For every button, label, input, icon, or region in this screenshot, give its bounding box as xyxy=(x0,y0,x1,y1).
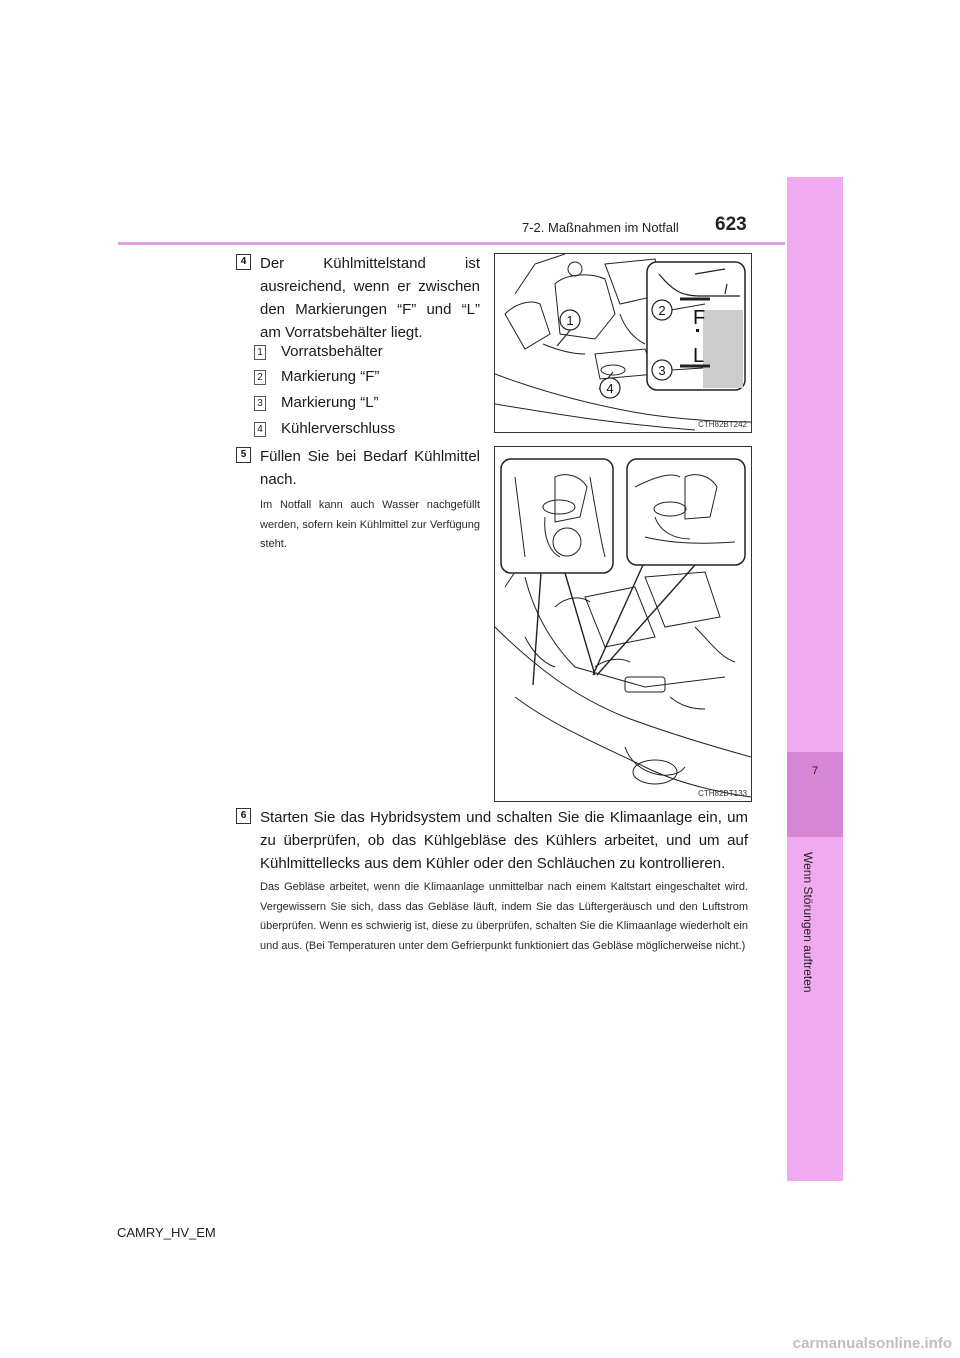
figure-refill-coolant xyxy=(494,446,752,802)
step-6-note: Das Gebläse arbeitet, wenn die Klimaanlage unmittelbar nach einem Kaltstart eingeschaltet wird. Vergewissern Sie sich, dass das Gebläse läuft, indem Sie das Lüftergeräusch und den Luftstrom überprüfen. Wenn es schwierig ist, diese zu überprüfen, schalten Sie die Klimaanlage wiederholt ein und aus. (Bei Temperaturen unter dem Gefrierpunkt funktioniert das Gebläse möglicherweise nicht.) xyxy=(260,881,748,952)
step-5-text-content: Füllen Sie bei Bedarf Kühlmittel nach. xyxy=(260,448,480,488)
list-item-2: Markierung “F” xyxy=(281,368,380,385)
step-6-text-content: Starten Sie das Hybridsystem und schalten Sie die Klimaanlage ein, um zu überprüfen, ob das Kühlgebläse des Kühlers arbeitet, und um auf Kühlmittellecks aus dem Kühler oder den Schläuchen zu kontrollieren. xyxy=(260,809,748,872)
list-item-1: Vorratsbehälter xyxy=(281,343,383,360)
list-number-1: 1 xyxy=(254,345,266,360)
chapter-title: Wenn Störungen auftreten xyxy=(801,852,815,993)
figure-coolant-reservoir xyxy=(494,253,752,433)
list-item-3: Markierung “L” xyxy=(281,394,379,411)
chapter-side-tab xyxy=(787,177,843,1181)
callout-1: 1 xyxy=(566,313,574,328)
figure-code-2: CTH82BT133 xyxy=(698,789,747,798)
refill-illustration xyxy=(495,447,751,801)
callout-2: 2 xyxy=(658,303,666,318)
header-rule xyxy=(118,242,785,245)
section-title: 7-2. Maßnahmen im Notfall xyxy=(522,220,679,235)
step-5-note: Im Notfall kann auch Wasser nachgefüllt werden, sofern kein Kühlmittel zur Verfügung steht. xyxy=(260,499,480,550)
mark-f: F xyxy=(693,307,706,329)
list-number-2: 2 xyxy=(254,370,266,385)
engine-bay-illustration xyxy=(495,254,751,432)
step-marker-4: 4 xyxy=(236,254,251,270)
step-6-text xyxy=(260,806,748,875)
step-4-text-content: Der Kühlmittelstand ist ausreichend, wenn er zwischen den Markierungen “F” und “L” am Vorratsbehälter liegt. xyxy=(260,255,480,341)
callout-3: 3 xyxy=(658,363,666,378)
chapter-number: 7 xyxy=(811,765,819,777)
list-item-4: Kühlerverschluss xyxy=(281,420,396,437)
step-5-text xyxy=(260,445,480,491)
callout-4: 4 xyxy=(606,381,614,396)
list-number-3: 3 xyxy=(254,396,266,411)
list-number-4: 4 xyxy=(254,422,266,437)
step-4-text xyxy=(260,252,480,344)
page-number: 623 xyxy=(715,214,747,235)
figure-code-1: CTH82BT242 xyxy=(698,420,747,429)
step-marker-5: 5 xyxy=(236,447,251,463)
model-code: CAMRY_HV_EM xyxy=(117,1225,216,1240)
step-marker-6: 6 xyxy=(236,808,251,824)
mark-l: L xyxy=(693,345,705,367)
watermark: carmanualsonline.info xyxy=(792,1335,952,1352)
